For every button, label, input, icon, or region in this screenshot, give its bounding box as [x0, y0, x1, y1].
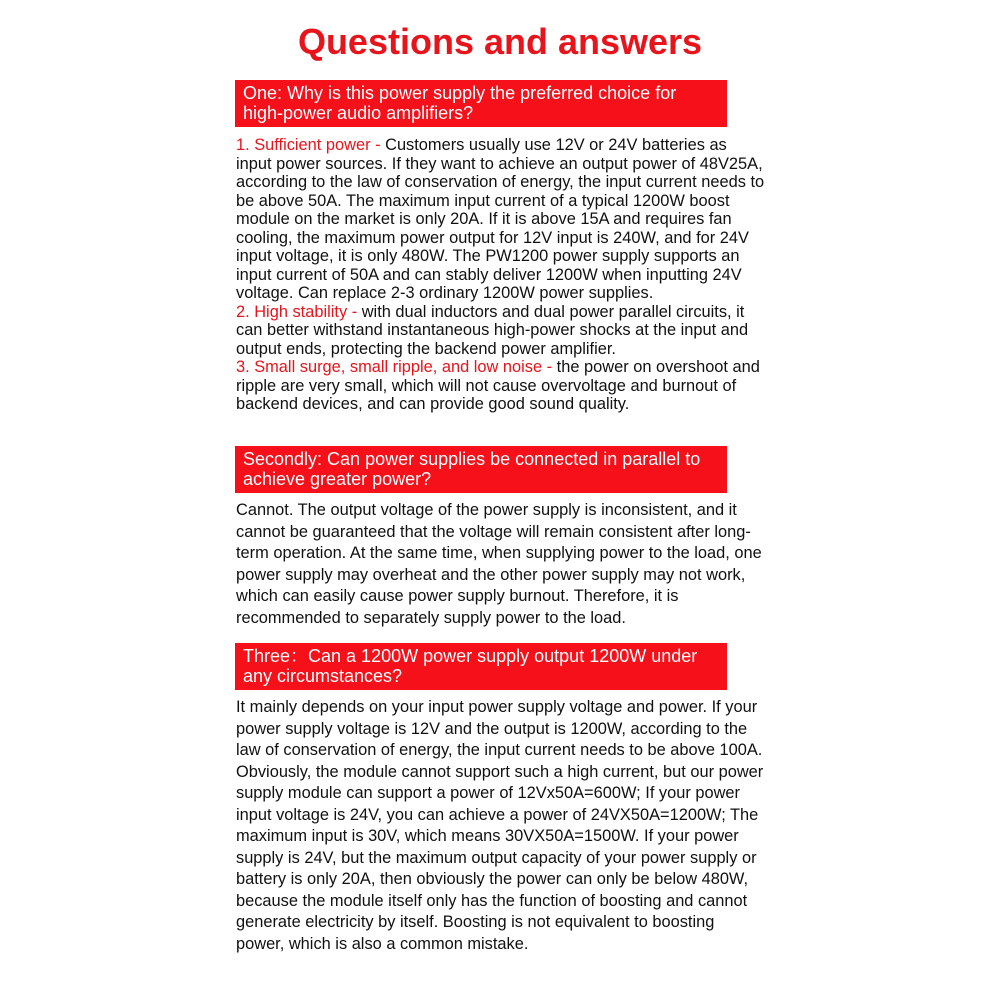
question-header-2: Secondly: Can power supplies be connected in parallel to achieve greater power? — [235, 446, 727, 493]
point-text: the power on overshoot and ripple are very small, which will not cause overvoltage and burnout of backend devices, and can provide good sound quality. — [236, 358, 760, 413]
answer-2 — [236, 500, 766, 629]
point-text: with dual inductors and dual power parallel circuits, it can better withstand instantaneous high-power shocks at the input and output ends, protecting the backend power amplifier. — [236, 302, 749, 358]
point-label: 2. High stability - — [236, 302, 362, 321]
answer-2-text: Cannot. The output voltage of the power supply is inconsistent, and it cannot be guaranteed that the voltage will remain consistent after long-term operation. At the same time, when supplying power to the load, one power supply may overheat and the other power supply may not work, which can easily cause power supply burnout. Therefore, it is recommended to separately supply power to the load. — [236, 501, 762, 627]
answer-1 — [236, 136, 766, 414]
question-header-1: One: Why is this power supply the preferred choice for high-power audio amplifiers? — [235, 80, 727, 127]
answer-1-point-2 — [236, 303, 766, 359]
question-header-3: Three：Can a 1200W power supply output 1200W under any circumstances? — [235, 643, 727, 690]
point-label: 1. Sufficient power - — [236, 136, 386, 154]
point-label: 3. Small surge, small ripple, and low noise - — [236, 358, 557, 376]
answer-1-point-1 — [236, 136, 766, 303]
answer-3 — [236, 697, 766, 955]
answer-1-point-3 — [236, 358, 766, 414]
point-text: Customers usually use 12V or 24V batteries as input power sources. If they want to achieve an output power of 48V25A, according to the law of conservation of energy, the input current needs to be above 50A. The maximum input current of a typical 1200W boost module on the market is only 20A. If it is above 15A and requires fan cooling, the maximum power output for 12V input is 240W, and for 24V input voltage, it is only 480W. The PW1200 power supply supports an input current of 50A and can stably deliver 1200W when inputting 24V voltage. Can replace 2-3 ordinary 1200W power supplies. — [236, 136, 765, 302]
answer-3-text: It mainly depends on your input power supply voltage and power. If your power supply voltage is 12V and the output is 1200W, according to the law of conservation of energy, the input current needs to be above 100A. Obviously, the module cannot support such a high current, but our power supply module can support a power of 12Vx50A=600W; If your power input voltage is 24V, you can achieve a power of 24VX50A=1200W; The maximum input is 30V, which means 30VX50A=1500W. If your power supply is 24V, but the maximum output capacity of your power supply or battery is only 20A, then obviously the power can only be below 480W, because the module itself only has the function of boosting and cannot generate electricity by itself. Boosting is not equivalent to boosting power, which is also a common mistake. — [236, 698, 764, 953]
page-title: Questions and answers — [297, 21, 703, 62]
